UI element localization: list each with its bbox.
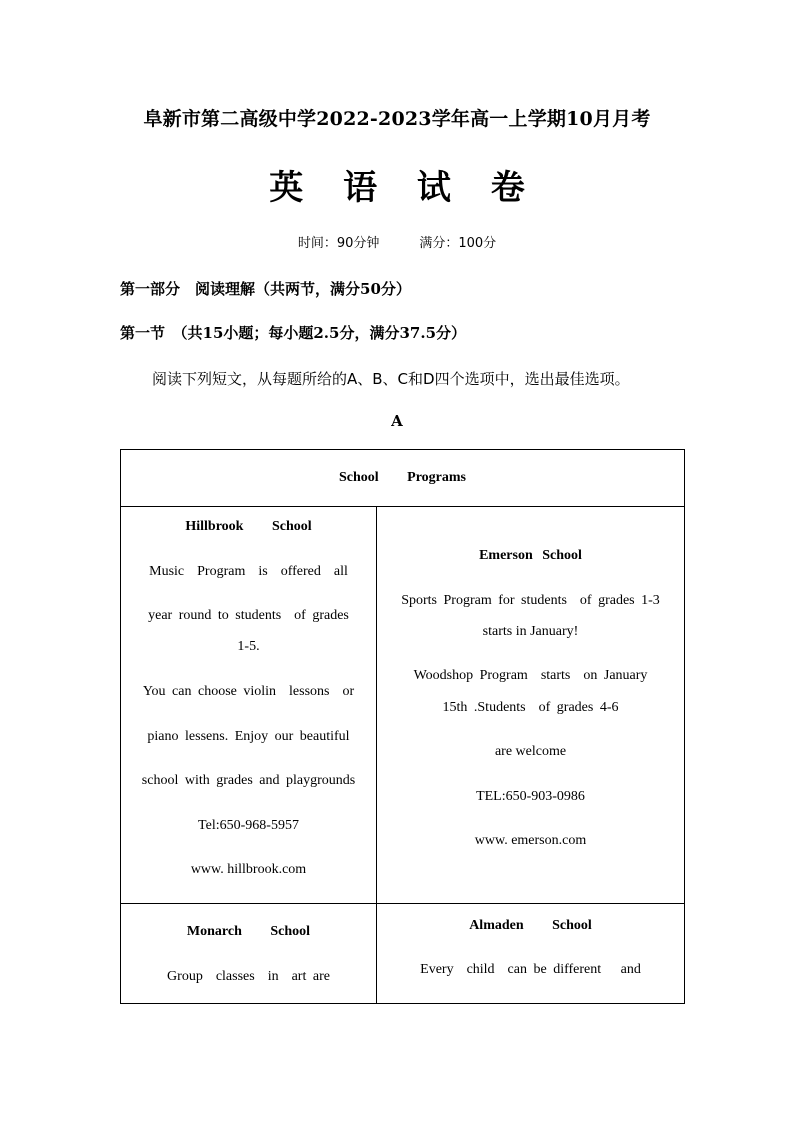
hillbrook-website: www. hillbrook.com bbox=[190, 862, 307, 877]
hillbrook-line: school with grades and playgrounds bbox=[141, 773, 356, 788]
exam-title: 阜新市第二高级中学2022-2023学年高一上学期10月月考 bbox=[143, 108, 651, 130]
hillbrook-name: Hillbrook School bbox=[185, 519, 312, 534]
reading-instructions: 阅读下列短文，从每题所给的A、B、C和D四个选项中，选出最佳选项。 bbox=[152, 370, 630, 388]
monarch-line: Group classes in art are bbox=[167, 969, 330, 984]
section-one-heading: 第一节 （共15小题；每小题2.5分，满分37.5分） bbox=[120, 324, 467, 342]
monarch-name: Monarch School bbox=[186, 924, 311, 939]
school-programs-table bbox=[120, 449, 685, 1004]
exam-meta bbox=[0, 232, 794, 251]
emerson-line: Sports Program for students of grades 1-3 bbox=[401, 593, 660, 608]
emerson-line: starts in January! bbox=[482, 624, 579, 639]
emerson-cell bbox=[377, 507, 684, 903]
almaden-line: Every child can be different and bbox=[420, 962, 641, 977]
hillbrook-line: piano lessens. Enjoy our beautiful bbox=[147, 729, 350, 744]
almaden-cell bbox=[377, 904, 684, 1003]
emerson-website: www. emerson.com bbox=[474, 833, 587, 848]
emerson-phone: TEL:650-903-0986 bbox=[476, 789, 585, 804]
almaden-name: Almaden School bbox=[469, 918, 592, 933]
emerson-name: Emerson School bbox=[479, 548, 582, 563]
passage-label: A bbox=[391, 412, 403, 430]
part-one-heading: 第一部分 阅读理解（共两节，满分50分） bbox=[120, 280, 411, 298]
subject-title: 英 语 试 卷 bbox=[269, 168, 539, 208]
table-title: School Programs bbox=[121, 450, 684, 507]
emerson-line: 15th .Students of grades 4-6 bbox=[442, 700, 619, 715]
hillbrook-phone: Tel:650-968-5957 bbox=[198, 818, 299, 833]
emerson-line: are welcome bbox=[494, 744, 567, 759]
exam-full-score: 满分：100分 bbox=[419, 236, 497, 251]
emerson-line: Woodshop Program starts on January bbox=[413, 668, 648, 683]
hillbrook-line: Music Program is offered all bbox=[149, 564, 348, 579]
monarch-cell bbox=[121, 904, 376, 1003]
hillbrook-cell bbox=[121, 507, 376, 903]
exam-time: 时间：90分钟 bbox=[297, 236, 380, 251]
hillbrook-line: year round to students of grades bbox=[148, 608, 349, 623]
hillbrook-line: 1-5. bbox=[237, 639, 260, 654]
hillbrook-line: You can choose violin lessons or bbox=[142, 684, 355, 699]
